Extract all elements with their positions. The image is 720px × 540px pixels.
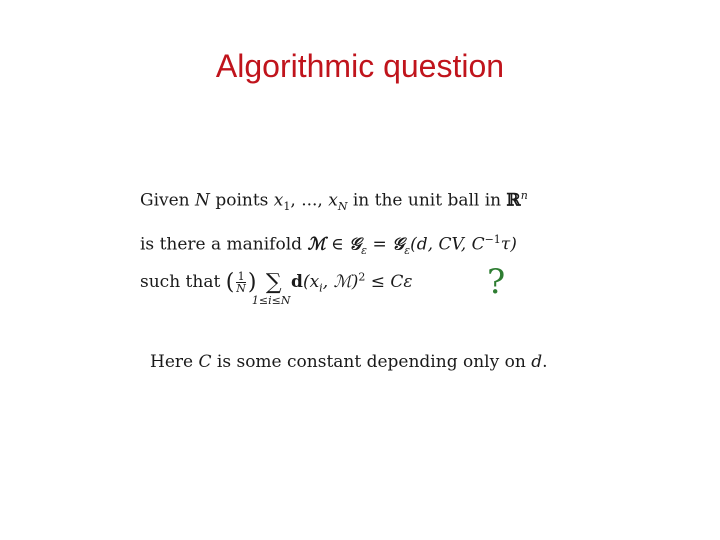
word-here: Here — [150, 352, 194, 372]
class-args: (d, CV, C — [410, 234, 485, 255]
var-d: d — [531, 352, 543, 372]
element-of-symbol: ∈ — [331, 234, 344, 255]
sub-i: i — [319, 281, 323, 295]
manifold-symbol: ℳ — [307, 234, 326, 255]
distance-d: d — [291, 272, 303, 292]
sub-epsilon: ε — [361, 244, 368, 258]
distance-args-2: , ℳ) — [322, 272, 359, 292]
statement-line-4 — [150, 352, 548, 372]
statement-line-1 — [140, 189, 528, 213]
sup-inverse: −1 — [484, 233, 501, 246]
statement-line-2 — [140, 233, 517, 257]
reals-symbol: ℝ — [506, 190, 521, 211]
fraction-denominator: N — [236, 282, 246, 295]
sup-n: n — [520, 189, 528, 202]
word-points: points — [215, 190, 269, 211]
summation — [251, 269, 291, 307]
tau-args: τ) — [500, 234, 517, 255]
word-given: Given — [140, 190, 190, 211]
sum-limits: 1≤i≤N — [251, 293, 291, 307]
question-mark: ? — [487, 262, 506, 302]
left-paren: ( — [225, 270, 235, 295]
slide-title: Algorithmic question — [215, 48, 505, 84]
right-paren: ) — [247, 270, 257, 295]
phrase-such-that: such that — [140, 272, 221, 292]
dots: , ..., — [290, 190, 329, 211]
phrase-unit-ball: in the unit ball in — [352, 190, 502, 211]
sub-N: N — [337, 200, 348, 214]
leq-C-epsilon: ≤ Cε — [370, 272, 413, 292]
period: . — [542, 352, 548, 372]
fraction-1-over-N — [236, 271, 246, 294]
equals-symbol: = — [372, 234, 387, 255]
var-C: C — [198, 352, 212, 372]
statement-line-3 — [140, 269, 413, 307]
var-x1: x — [273, 190, 284, 211]
sup-2: 2 — [358, 270, 366, 284]
var-xN: x — [328, 190, 338, 211]
var-N: N — [195, 190, 210, 211]
class-G-symbol: 𝒢 — [349, 234, 362, 255]
class-G-symbol-2: 𝒢 — [392, 234, 405, 255]
sigma-symbol: ∑ — [265, 269, 282, 295]
sub-epsilon-2: ε — [404, 244, 411, 258]
fraction-numerator: 1 — [237, 270, 245, 283]
phrase-is-there-manifold: is there a manifold — [140, 234, 303, 255]
distance-args: (x — [302, 272, 320, 292]
phrase-constant: is some constant depending only on — [216, 352, 526, 372]
sub-1: 1 — [283, 200, 291, 214]
